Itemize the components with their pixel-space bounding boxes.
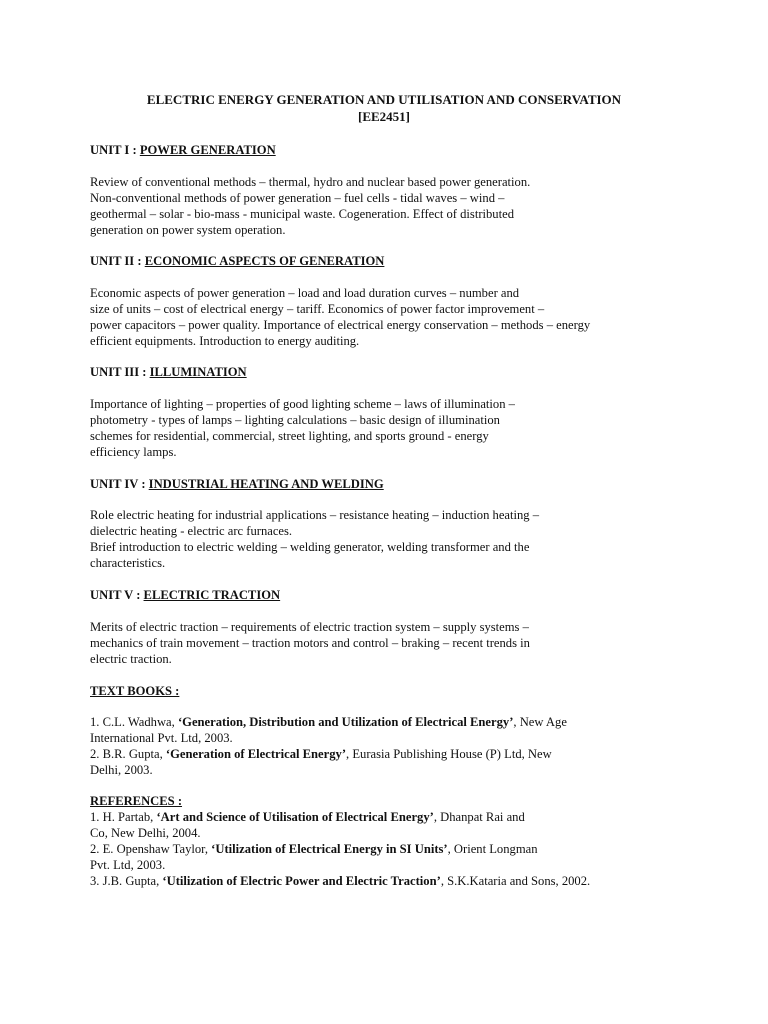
unit-5-line: Merits of electric traction – requirements of electric traction system – supply systems – <box>90 620 529 634</box>
unit-1-line: Review of conventional methods – thermal, hydro and nuclear based power generation. <box>90 175 531 189</box>
unit-3-line: photometry - types of lamps – lighting calculations – basic design of illumination <box>90 413 500 427</box>
unit-2-line: efficient equipments. Introduction to energy auditing. <box>90 334 360 348</box>
references-heading: REFERENCES : <box>90 794 183 808</box>
reference-publisher: , Dhanpat Rai and <box>433 810 525 824</box>
unit-2-line: size of units – cost of electrical energy – tariff. Economics of power factor improvement – <box>90 302 545 316</box>
reference-item <box>90 841 690 857</box>
unit-2-heading <box>90 253 690 269</box>
unit-3-line: schemes for residential, commercial, street lighting, and sports ground - energy <box>90 429 489 443</box>
reference-item <box>90 873 690 889</box>
text-book-title: ‘Generation, Distribution and Utilization of Electrical Energy’ <box>177 715 514 729</box>
reference-item-cont: Pvt. Ltd, 2003. <box>90 858 166 872</box>
text-book-author: 1. C.L. Wadhwa, <box>90 715 178 729</box>
reference-title: ‘Utilization of Electrical Energy in SI Units’ <box>211 842 448 856</box>
unit-5-name: ELECTRIC TRACTION <box>143 588 281 602</box>
unit-1-heading <box>90 142 690 158</box>
unit-3-heading <box>90 364 690 380</box>
reference-publisher: , Orient Longman <box>447 842 538 856</box>
unit-1-line: Non-conventional methods of power generation – fuel cells - tidal waves – wind – <box>90 191 505 205</box>
unit-1-prefix: UNIT I : <box>90 143 140 157</box>
text-book-item <box>90 714 690 730</box>
text-book-author: 2. B.R. Gupta, <box>90 747 166 761</box>
unit-3-description <box>90 396 690 460</box>
unit-4-line: Brief introduction to electric welding – welding generator, welding transformer and the <box>90 540 530 554</box>
text-books-heading: TEXT BOOKS : <box>90 684 180 698</box>
unit-3-line: Importance of lighting – properties of good lighting scheme – laws of illumination – <box>90 397 515 411</box>
unit-4-prefix: UNIT IV : <box>90 477 149 491</box>
text-book-item-cont: International Pvt. Ltd, 2003. <box>90 731 233 745</box>
unit-5-line: electric traction. <box>90 652 172 666</box>
reference-title: ‘Art and Science of Utilisation of Electrical Energy’ <box>156 810 434 824</box>
text-book-publisher: , Eurasia Publishing House (P) Ltd, New <box>346 747 552 761</box>
unit-4-name: INDUSTRIAL HEATING AND WELDING <box>148 477 384 491</box>
unit-2-name: ECONOMIC ASPECTS OF GENERATION <box>144 254 385 268</box>
unit-1-description <box>90 174 690 238</box>
references-list <box>90 809 690 889</box>
unit-2-line: power capacitors – power quality. Importance of electrical energy conservation – methods – energy <box>90 318 591 332</box>
reference-publisher: , S.K.Kataria and Sons, 2002. <box>440 874 591 888</box>
unit-4-description <box>90 507 690 571</box>
reference-author: 3. J.B. Gupta, <box>90 874 163 888</box>
unit-3-name: ILLUMINATION <box>149 365 247 379</box>
unit-5-heading <box>90 587 690 603</box>
reference-item <box>90 809 690 825</box>
unit-1-line: generation on power system operation. <box>90 223 286 237</box>
course-code: [EE2451] <box>358 109 410 124</box>
text-book-item-cont: Delhi, 2003. <box>90 763 153 777</box>
unit-1-line: geothermal – solar - bio-mass - municipal waste. Cogeneration. Effect of distributed <box>90 207 514 221</box>
unit-5-line: mechanics of train movement – traction motors and control – braking – recent trends in <box>90 636 530 650</box>
unit-1-name: POWER GENERATION <box>139 143 276 157</box>
text-book-publisher: , New Age <box>513 715 567 729</box>
text-book-title: ‘Generation of Electrical Energy’ <box>165 747 347 761</box>
unit-2-description <box>90 285 690 349</box>
unit-2-prefix: UNIT II : <box>90 254 145 268</box>
unit-2-line: Economic aspects of power generation – load and load duration curves – number and <box>90 286 520 300</box>
title-line-1: ELECTRIC ENERGY GENERATION AND UTILISATION AND CONSERVATION <box>146 92 622 107</box>
reference-item-cont: Co, New Delhi, 2004. <box>90 826 201 840</box>
text-books-list <box>90 714 690 778</box>
document-title <box>0 91 768 125</box>
unit-3-line: efficiency lamps. <box>90 445 177 459</box>
unit-3-prefix: UNIT III : <box>90 365 150 379</box>
unit-5-prefix: UNIT V : <box>90 588 144 602</box>
unit-4-heading <box>90 476 690 492</box>
unit-4-line: Role electric heating for industrial applications – resistance heating – induction heating – <box>90 508 540 522</box>
reference-title: ‘Utilization of Electric Power and Electric Traction’ <box>162 874 441 888</box>
unit-5-description <box>90 619 690 667</box>
reference-author: 1. H. Partab, <box>90 810 157 824</box>
unit-4-line: dielectric heating - electric arc furnaces. <box>90 524 293 538</box>
text-book-item <box>90 746 690 762</box>
unit-4-line: characteristics. <box>90 556 166 570</box>
reference-author: 2. E. Openshaw Taylor, <box>90 842 212 856</box>
